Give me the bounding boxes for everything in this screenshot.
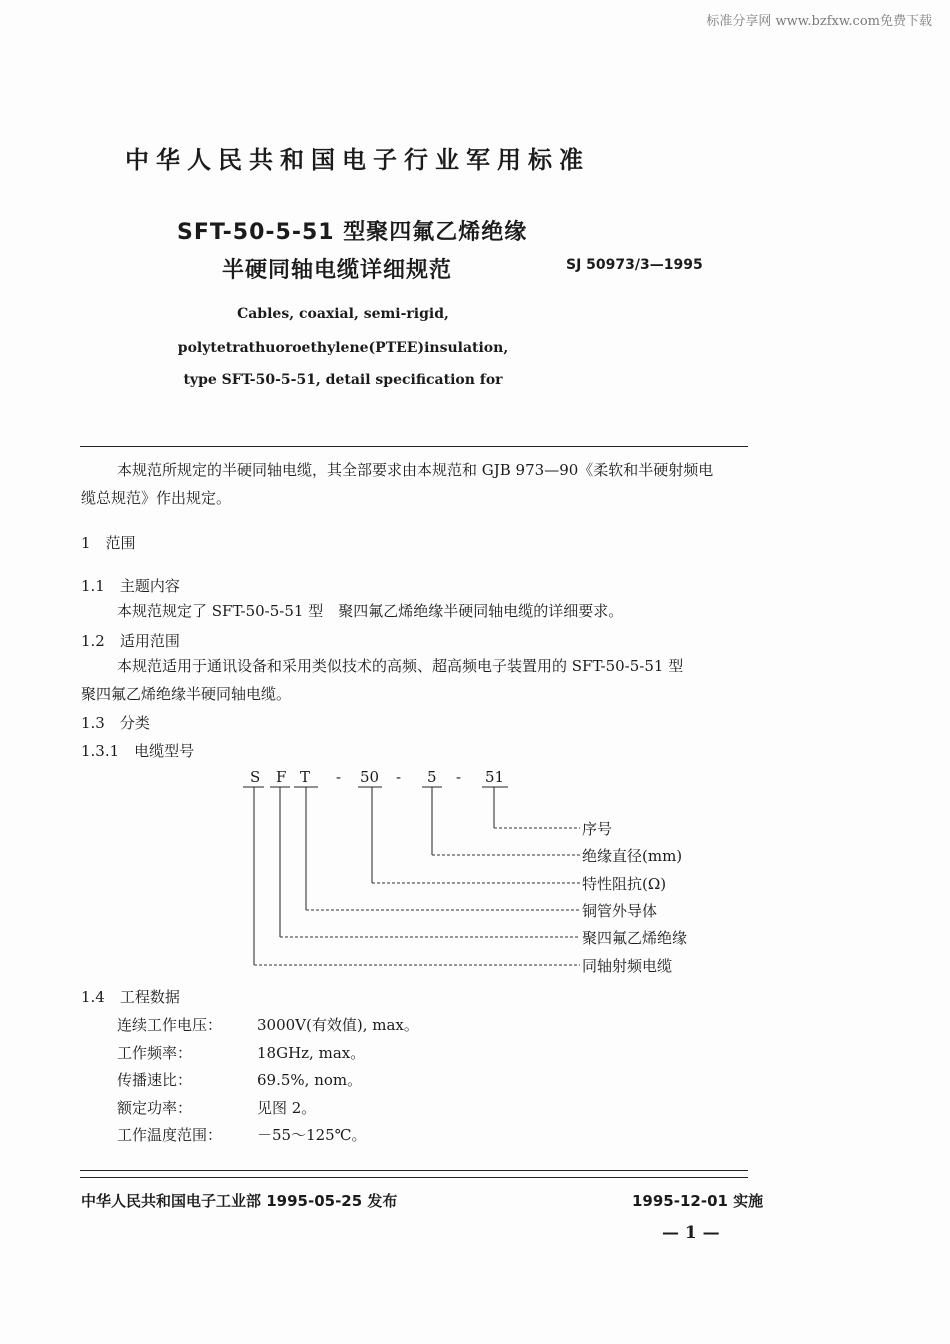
section-1-1-text: 本规范规定了 SFT-50-5-51 型 聚四氟乙烯绝缘半硬同轴电缆的详细要求。 bbox=[117, 602, 624, 620]
section-1-3-1-heading: 1.3.1 电缆型号 bbox=[81, 742, 195, 760]
model-separator-1: - bbox=[336, 768, 342, 786]
eng-data-value: 69.5%, nom。 bbox=[257, 1071, 363, 1089]
model-code-S: S bbox=[250, 768, 261, 786]
eng-data-key: 额定功率： bbox=[117, 1099, 193, 1117]
model-code-51: 51 bbox=[485, 768, 505, 786]
diagram-label-outer-conductor: 铜管外导体 bbox=[582, 902, 658, 920]
standard-category: 中华人民共和国电子行业军用标准 bbox=[125, 146, 590, 174]
model-code-5: 5 bbox=[427, 768, 437, 786]
section-1-4-heading: 1.4 工程数据 bbox=[81, 988, 180, 1006]
diagram-label-serial: 序号 bbox=[582, 820, 613, 838]
eng-data-key: 工作频率： bbox=[117, 1044, 193, 1062]
section-1-3-heading: 1.3 分类 bbox=[81, 714, 150, 732]
model-code-50: 50 bbox=[360, 768, 380, 786]
model-code-T: T bbox=[300, 768, 311, 786]
english-title-line-3: type SFT-50-5-51, detail specification for bbox=[183, 372, 503, 388]
section-1-2-text-2: 聚四氟乙烯绝缘半硬同轴电缆。 bbox=[81, 685, 292, 703]
eng-data-key: 连续工作电压： bbox=[117, 1016, 223, 1034]
model-diagram bbox=[230, 762, 710, 982]
title-line-2: 半硬同轴电缆详细规范 bbox=[222, 258, 453, 283]
intro-line-2: 缆总规范》作出规定。 bbox=[81, 489, 232, 507]
footer-divider-bottom bbox=[80, 1177, 748, 1178]
eng-data-key: 传播速比： bbox=[117, 1071, 193, 1089]
watermark: 标准分享网 www.bzfxw.com免费下载 bbox=[706, 14, 932, 29]
diagram-label-coax-rf-cable: 同轴射频电缆 bbox=[582, 957, 673, 975]
model-separator-3: - bbox=[456, 768, 462, 786]
english-title-line-1: Cables, coaxial, semi-rigid, bbox=[237, 306, 449, 322]
diagram-label-impedance: 特性阻抗(Ω) bbox=[582, 875, 667, 893]
section-1-2-text-1: 本规范适用于通讯设备和采用类似技术的高频、超高频电子装置用的 SFT-50-5-51 型 bbox=[117, 657, 684, 675]
model-code-F: F bbox=[276, 768, 287, 786]
page-number: — 1 — bbox=[662, 1223, 720, 1243]
section-1-1-heading: 1.1 主题内容 bbox=[81, 577, 180, 595]
diagram-label-insulation-diameter: 绝缘直径(mm) bbox=[582, 847, 683, 865]
eng-data-value: 18GHz, max。 bbox=[257, 1044, 366, 1062]
section-1-2-heading: 1.2 适用范围 bbox=[81, 632, 180, 650]
model-separator-2: - bbox=[396, 768, 402, 786]
section-1-heading: 1 范围 bbox=[81, 534, 136, 552]
intro-line-1: 本规范所规定的半硬同轴电缆，其全部要求由本规范和 GJB 973—90《柔软和半硬射频电 bbox=[117, 461, 714, 479]
footer-divider-top bbox=[80, 1170, 748, 1171]
eng-data-value: 见图 2。 bbox=[257, 1099, 317, 1117]
eng-data-key: 工作温度范围： bbox=[117, 1126, 223, 1144]
footer-issuer: 中华人民共和国电子工业部 1995-05-25 发布 bbox=[81, 1192, 398, 1210]
header-divider bbox=[80, 446, 748, 447]
english-title-line-2: polytetrathuoroethylene(PTEE)insulation, bbox=[177, 340, 509, 356]
diagram-label-ptfe-insulation: 聚四氟乙烯绝缘 bbox=[582, 929, 688, 947]
eng-data-value: 3000V(有效值), max。 bbox=[257, 1016, 419, 1034]
footer-effective-date: 1995-12-01 实施 bbox=[632, 1192, 764, 1210]
eng-data-value: －55～125℃。 bbox=[257, 1126, 367, 1144]
title-line-1: SFT-50-5-51 型聚四氟乙烯绝缘 bbox=[177, 220, 528, 245]
document-code: SJ 50973/3—1995 bbox=[566, 257, 703, 273]
